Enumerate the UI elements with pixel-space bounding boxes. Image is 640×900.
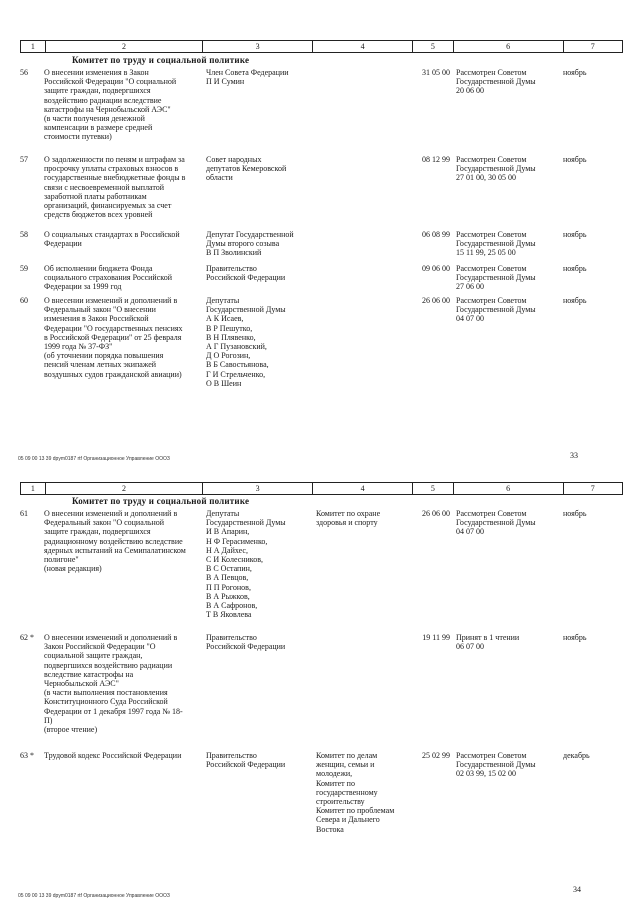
bill-title: О социальных стандартах в Российской Федерации bbox=[44, 230, 180, 249]
bill-status: Принят в 1 чтении 06 07 00 bbox=[456, 633, 520, 652]
bill-authors: Правительство Российской Федерации bbox=[206, 633, 286, 652]
planned-month: ноябрь bbox=[563, 296, 587, 305]
page-number: 33 bbox=[570, 451, 578, 460]
row-number: 61 bbox=[20, 509, 28, 518]
column-header-2: 2 bbox=[46, 483, 203, 494]
bill-title: О внесении изменений и дополнений в Федеральный закон "О социальной защите граждан, подвергшихся радиационному воздействию вследствие ядерных испытаний на Семипалатинском полигоне" (новая редакция) bbox=[44, 509, 186, 574]
row-number: 62 * bbox=[20, 633, 34, 642]
submission-date: 26 06 00 bbox=[422, 296, 450, 305]
planned-month: ноябрь bbox=[563, 230, 587, 239]
column-header-6: 6 bbox=[454, 41, 564, 52]
bill-title: О внесении изменений и дополнений в Федеральный закон "О внесении изменения в Закон Российской Федерации "О государственных пенсиях в Российской Федерации" от 25 февраля 1999 года № 37-ФЗ" (об уточнении порядка повышения пенсий членам летных экипажей воздушных судов гражданской авиации) bbox=[44, 296, 183, 379]
column-header-4: 4 bbox=[313, 41, 413, 52]
row-number: 60 bbox=[20, 296, 28, 305]
bill-authors: Депутаты Государственной Думы И В Апарин, Н Ф Герасименко, Н А Дайхес, С И Колесников, В С Остапин, В А Певцов, П П Рогонов, В А Рыжков, В А Сафронов, Т В Яковлева bbox=[206, 509, 286, 620]
bill-status: Рассмотрен Советом Государственной Думы 20 06 00 bbox=[456, 68, 536, 96]
bill-authors: Депутат Государственной Думы второго созыва В П Зволинский bbox=[206, 230, 294, 258]
planned-month: декабрь bbox=[563, 751, 590, 760]
bill-title: Трудовой кодекс Российской Федерации bbox=[44, 751, 182, 760]
submission-date: 31 05 00 bbox=[422, 68, 450, 77]
column-header-row bbox=[20, 482, 623, 495]
bill-title: О внесении изменений и дополнений в Закон Российской Федерации "О социальной защите граждан, подвергшихся воздействию радиации вследствие катастрофы на Чернобыльской АЭС" (в части выполнения постановления Конституционного Суда Российской Федерации от 1 декабря 1997 года № 18- П) (второе чтение) bbox=[44, 633, 183, 735]
bill-authors: Правительство Российской Федерации bbox=[206, 264, 286, 283]
page-number: 34 bbox=[573, 885, 581, 894]
bill-status: Рассмотрен Советом Государственной Думы 04 07 00 bbox=[456, 509, 536, 537]
submission-date: 09 06 00 bbox=[422, 264, 450, 273]
column-header-3: 3 bbox=[203, 41, 313, 52]
bill-status: Рассмотрен Советом Государственной Думы 27 06 00 bbox=[456, 264, 536, 292]
column-header-1: 1 bbox=[21, 41, 46, 52]
row-number: 57 bbox=[20, 155, 28, 164]
column-header-row bbox=[20, 40, 623, 53]
submission-date: 08 12 99 bbox=[422, 155, 450, 164]
bill-status: Рассмотрен Советом Государственной Думы 27 01 00, 30 05 00 bbox=[456, 155, 536, 183]
co-committees: Комитет по охране здоровья и спорту bbox=[316, 509, 381, 528]
submission-date: 26 06 00 bbox=[422, 509, 450, 518]
committee-heading: Комитет по труду и социальной политике bbox=[72, 496, 250, 506]
co-committees: Комитет по делам женщин, семьи и молодежи, Комитет по государственному строительству Комитет по проблемам Севера и Дальнего Востока bbox=[316, 751, 395, 834]
bill-status: Рассмотрен Советом Государственной Думы 04 07 00 bbox=[456, 296, 536, 324]
column-header-3: 3 bbox=[203, 483, 313, 494]
planned-month: ноябрь bbox=[563, 633, 587, 642]
planned-month: ноябрь bbox=[563, 155, 587, 164]
row-number: 58 bbox=[20, 230, 28, 239]
bill-authors: Совет народных депутатов Кемеровской области bbox=[206, 155, 287, 183]
submission-date: 06 08 99 bbox=[422, 230, 450, 239]
row-number: 63 * bbox=[20, 751, 34, 760]
bill-title: О внесении изменения в Закон Российской Федерации "О социальной защите граждан, подвергшихся воздействию радиации вследствие катастрофы на Чернобыльской АЭС" (в части получения денежной компенсации в размере средней стоимости путевки) bbox=[44, 68, 177, 142]
bill-status: Рассмотрен Советом Государственной Думы 15 11 99, 25 05 00 bbox=[456, 230, 536, 258]
planned-month: ноябрь bbox=[563, 509, 587, 518]
column-header-1: 1 bbox=[21, 483, 46, 494]
row-number: 56 bbox=[20, 68, 28, 77]
column-header-2: 2 bbox=[46, 41, 203, 52]
bill-status: Рассмотрен Советом Государственной Думы 02 03 99, 15 02 00 bbox=[456, 751, 536, 779]
planned-month: ноябрь bbox=[563, 68, 587, 77]
column-header-6: 6 bbox=[454, 483, 564, 494]
column-header-4: 4 bbox=[313, 483, 413, 494]
column-header-7: 7 bbox=[590, 42, 595, 51]
row-number: 59 bbox=[20, 264, 28, 273]
submission-date: 19 11 99 bbox=[422, 633, 450, 642]
bill-authors: Член Совета Федерации П И Сумин bbox=[206, 68, 289, 87]
committee-heading: Комитет по труду и социальной политике bbox=[72, 55, 250, 65]
column-header-7: 7 bbox=[590, 484, 595, 493]
bill-authors: Депутаты Государственной Думы А К Исаев, В Р Пешутко, В Н Плявенко, А Г Пузановский, Д О Рогозин, В Б Савостьянова, Г И Стрельченко, О В Шеин bbox=[206, 296, 286, 388]
planned-month: ноябрь bbox=[563, 264, 587, 273]
bill-title: Об исполнении бюджета Фонда социального страхования Российской Федерации за 1999 год bbox=[44, 264, 173, 292]
submission-date: 25 02 99 bbox=[422, 751, 450, 760]
page-footer: 05 09 00 13 39 dpym0187 rtf Организационное Управление ОООЗ bbox=[18, 456, 170, 462]
column-header-5: 5 bbox=[413, 483, 454, 494]
bill-title: О задолженности по пеням и штрафам за просрочку уплаты страховых взносов в государственные внебюджетные фонды в связи с несвоевременной выплатой заработной платы работникам организаций, финансируемых за счет средств бюджетов всех уровней bbox=[44, 155, 186, 220]
column-header-5: 5 bbox=[413, 41, 454, 52]
bill-authors: Правительство Российской Федерации bbox=[206, 751, 286, 770]
page-footer: 05 09 00 13 39 dpym0187 rtf Организационное Управление ОООЗ bbox=[18, 893, 170, 899]
